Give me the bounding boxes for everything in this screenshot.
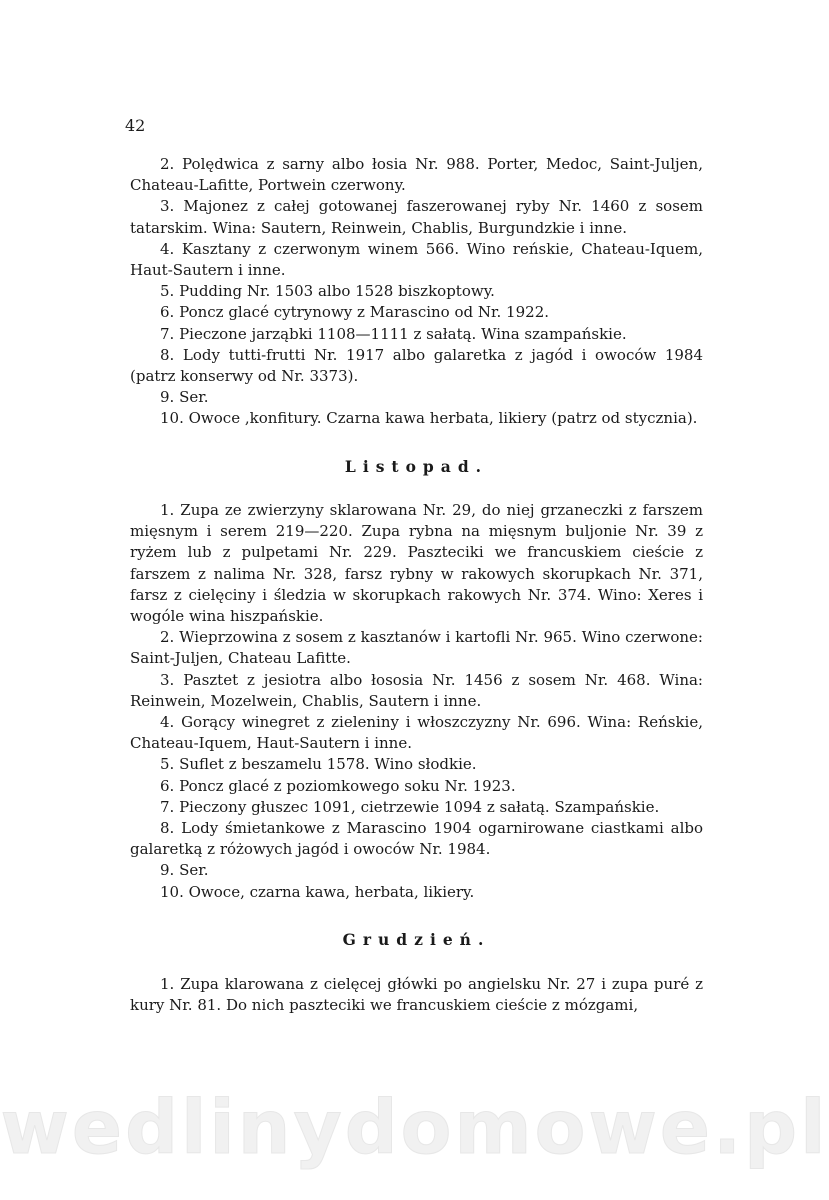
listopad-item-4: 4. Gorący winegret z zieleniny i włoszczyzny Nr. 696. Wina: Reńskie, Chateau-Iquem, Haut-Sautern i inne. xyxy=(130,713,703,753)
listopad-item-8: 8. Lody śmietankowe z Marascino 1904 ogarnirowane ciastkami albo galaretką z różowych jagód i owoców Nr. 1984. xyxy=(130,819,703,859)
menu-item-10: 10. Owoce ,konfitury. Czarna kawa herbata, likiery (patrz od stycznia). xyxy=(160,409,698,428)
heading-listopad: Listopad. xyxy=(344,457,489,476)
page-number: 42 xyxy=(125,116,146,135)
menu-item-6: 6. Poncz glacé cytrynowy z Marascino od Nr. 1922. xyxy=(160,303,550,322)
menu-item-4: 4. Kasztany z czerwonym winem 566. Wino reńskie, Chateau-Iquem, Haut-Sautern i inne. xyxy=(130,239,703,280)
listopad-item-3: 3. Pasztet z jesiotra albo łososia Nr. 1456 z sosem Nr. 468. Wina: Reinwein, Mozelwein, Chablis, Sautern i inne. xyxy=(130,670,703,710)
listopad-item-6: 6. Poncz glacé z poziomkowego soku Nr. 1923. xyxy=(160,776,516,795)
listopad-item-2: 2. Wieprzowina z sosem z kasztanów i kartofli Nr. 965. Wino czerwone: Saint-Juljen, Chateau Lafitte. xyxy=(130,628,703,668)
grudzien-section xyxy=(130,974,703,1016)
heading-grudzien: Grudzień. xyxy=(342,930,491,949)
watermark: wedlinydomowe.pl xyxy=(0,1085,829,1171)
menu-item-7: 7. Pieczone jarząbki 1108—1111 z sałatą. Wina szampańskie. xyxy=(160,324,627,343)
listopad-item-10: 10. Owoce, czarna kawa, herbata, likiery. xyxy=(160,882,475,901)
listopad-section xyxy=(130,500,703,903)
listopad-item-9: 9. Ser. xyxy=(160,861,209,880)
menu-item-5: 5. Pudding Nr. 1503 albo 1528 biszkoptowy. xyxy=(160,282,495,301)
menu-item-3: 3. Majonez z całej gotowanej faszerowanej ryby Nr. 1460 z sosem tatarskim. Wina: Sautern, Reinwein, Chablis, Burgundzkie i inne. xyxy=(130,197,703,237)
grudzien-item-1: 1. Zupa klarowana z cielęcej główki po angielsku Nr. 27 i zupa puré z kury Nr. 81. Do nich paszteciki we francuskiem cieście z mózgami, xyxy=(130,975,703,1015)
menu-item-8: 8. Lody tutti-frutti Nr. 1917 albo galaretka z jagód i owoców 1984 (patrz konserwy od Nr. 3373). xyxy=(130,345,703,386)
listopad-item-5: 5. Suflet z beszamelu 1578. Wino słodkie. xyxy=(160,755,477,774)
menu-item-9: 9. Ser. xyxy=(160,388,209,407)
listopad-item-7: 7. Pieczony głuszec 1091, cietrzewie 1094 z sałatą. Szampańskie. xyxy=(160,797,660,816)
october-tail-section xyxy=(130,154,703,430)
menu-item-2: 2. Polędwica z sarny albo łosia Nr. 988. Porter, Medoc, Saint-Juljen, Chateau-Lafitte, Portwein czerwony. xyxy=(130,155,703,195)
listopad-item-1: 1. Zupa ze zwierzyny sklarowana Nr. 29, do niej grzaneczki z farszem mięsnym i serem 219—220. Zupa rybna na mięsnym buljonie Nr. 39 z ryżem lub z pulpetami Nr. 229. Paszteciki we francuskiem cieście z farszem z nalima Nr. 328, farsz rybny w rakowych skorupkach Nr. 371, farsz z cielęciny i śledzia w skorupkach rakowych Nr. 374. Wino: Xeres i wogóle wina hiszpańskie. xyxy=(130,501,703,626)
